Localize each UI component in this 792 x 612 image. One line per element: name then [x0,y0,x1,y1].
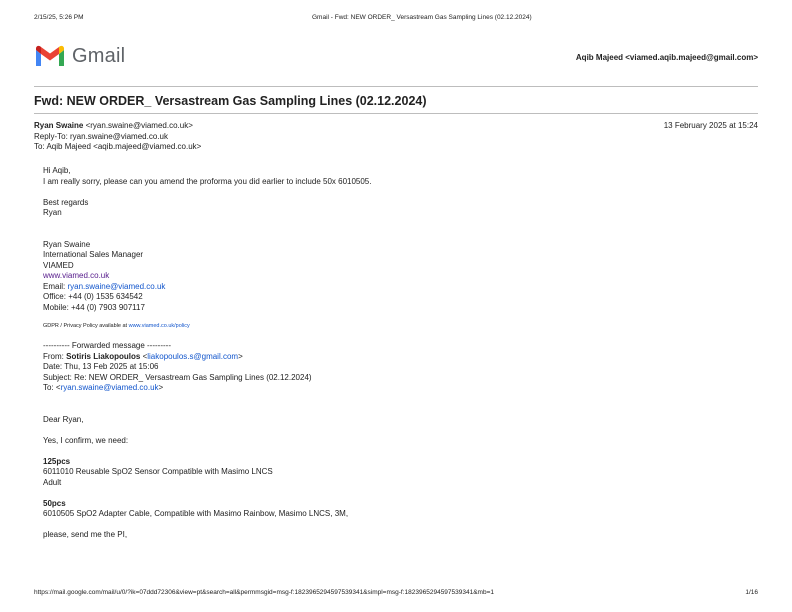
print-datetime: 2/15/25, 5:26 PM [34,14,84,21]
signature-email-label: Email: [43,281,68,291]
confirm-line: Yes, I confirm, we need: [43,435,129,445]
reply-to: Reply-To: ryan.swaine@viamed.co.uk [34,131,168,141]
gmail-logo-icon[interactable] [34,44,66,68]
item2-quantity: 50pcs [43,498,66,508]
forwarded-date: Date: Thu, 13 Feb 2025 at 15:06 [43,362,159,371]
fwd-from-name: Sotiris Liakopoulos [66,351,141,361]
page-number: 1/16 [745,589,758,596]
recipient: To: Aqib Majeed <aqib.majeed@viamed.co.uk> [34,142,202,151]
closing-line: please, send me the PI, [43,530,128,539]
sign-name: Ryan [43,208,62,217]
sender-name: Ryan Swaine [34,121,84,130]
dear-line: Dear Ryan, [43,414,84,424]
item1-quantity: 125pcs [43,456,71,466]
item1-size: Adult [43,477,62,487]
signature-website-link[interactable]: www.viamed.co.uk [43,271,110,280]
email-body [43,166,758,541]
print-header [34,14,758,24]
fwd-to-label: To: < [43,383,61,392]
gmail-header [34,44,758,72]
forwarded-header: ---------- Forwarded message --------- [43,341,171,350]
signature-email-row [43,282,758,293]
signature-company: VIAMED [43,260,74,270]
item2-description: 6010505 SpO2 Adapter Cable, Compatible with Masimo Rainbow, Masimo LNCS, 3M, [43,509,349,518]
forwarded-to [43,383,758,394]
gdpr-text: GDPR / Privacy Policy available at [43,323,129,329]
print-url: https://mail.google.com/mail/u/0/?ik=07ddd72306&view=pt&search=all&permmsgid=msg-f:1823965294597539341&simpl=msg-f:1823965294597539341&mb=1 [34,589,494,596]
sender-email: <ryan.swaine@viamed.co.uk> [85,121,193,130]
regards: Best regards [43,197,89,207]
fwd-from-label: From: [43,351,67,361]
signature-office: Office: +44 (0) 1535 634542 [43,292,143,301]
privacy-policy-link[interactable]: www.viamed.co.uk/policy [128,323,190,329]
fwd-to-email-link[interactable]: ryan.swaine@viamed.co.uk [60,383,159,392]
fwd-from-gt: > [238,351,243,361]
greeting: Hi Aqib, [43,166,71,175]
print-title: Gmail - Fwd: NEW ORDER_ Versastream Gas Sampling Lines (02.12.2024) [312,14,532,21]
forwarded-subject: Subject: Re: NEW ORDER_ Versastream Gas Sampling Lines (02.12.2024) [43,372,312,382]
gmail-wordmark: Gmail [72,45,126,67]
signature-title: International Sales Manager [43,250,144,259]
item1-description: 6011010 Reusable SpO2 Sensor Compatible with Masimo LNCS [43,467,273,476]
header-divider [34,86,758,87]
fwd-to-gt: > [158,383,164,392]
body-text: I am really sorry, please can you amend the proforma you did earlier to include 50x 6010505. [43,176,372,186]
forwarded-from [43,352,758,363]
print-footer [34,589,758,599]
email-meta [34,121,758,153]
sender-row [34,121,758,132]
fwd-from-lt: < [140,351,148,361]
fwd-from-email-link[interactable]: liakopoulos.s@gmail.com [147,351,239,361]
signature-email-link[interactable]: ryan.swaine@viamed.co.uk [67,281,166,291]
signature-name: Ryan Swaine [43,239,91,249]
email-subject: Fwd: NEW ORDER_ Versastream Gas Sampling Lines (02.12.2024) [34,94,427,108]
subject-divider [34,113,758,114]
signature-mobile: Mobile: +44 (0) 7903 907117 [43,302,145,312]
gdpr-note [43,322,758,330]
sent-date: 13 February 2025 at 15:24 [663,121,758,130]
account-email: Aqib Majeed <viamed.aqib.majeed@gmail.com> [575,53,758,62]
